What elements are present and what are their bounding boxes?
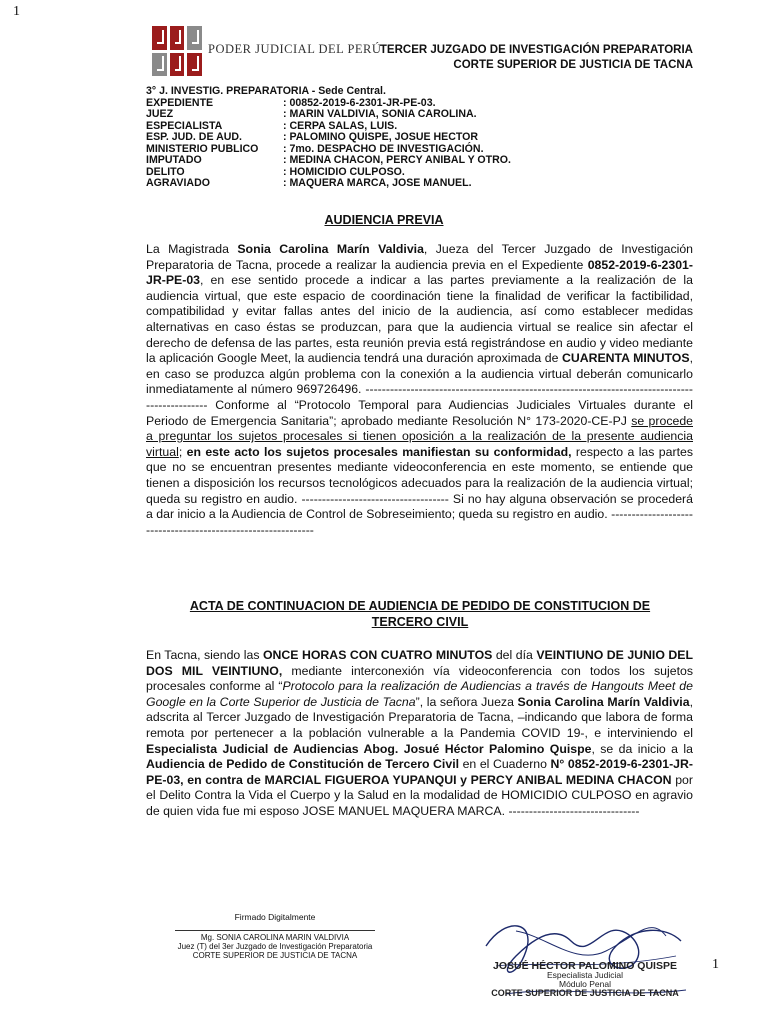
stamp-module: Módulo Penal bbox=[559, 979, 611, 989]
judge-signature-block bbox=[150, 913, 400, 960]
case-key: ESP. JUD. DE AUD. bbox=[146, 131, 242, 143]
stamp-role: Especialista Judicial bbox=[546, 970, 624, 980]
page-number-bottom: 1 bbox=[712, 957, 719, 972]
case-row bbox=[146, 109, 511, 121]
paragraph-audiencia-previa bbox=[146, 242, 693, 538]
text-run: ; bbox=[178, 444, 187, 459]
underlined-text: se procede a preguntar los sujetos procesales si tienen oposición a la realización de la presente audiencia virtual bbox=[146, 413, 693, 459]
judge-name: Sonia Carolina Marín Valdivia bbox=[517, 694, 690, 709]
court-header-line2: CORTE SUPERIOR DE JUSTICIA DE TACNA bbox=[453, 59, 693, 71]
case-value: : HOMICIDIO CULPOSO. bbox=[283, 165, 405, 178]
signer-role: Juez (T) del 3er Juzgado de Investigación Preparatoria bbox=[177, 942, 373, 951]
case-value: : PALOMINO QUISPE, JOSUE HECTOR bbox=[283, 131, 479, 143]
signer-name: Mg. SONIA CAROLINA MARIN VALDIVIA bbox=[200, 933, 350, 942]
text-run: , en caso se produzca algún problema con la conexión a la audiencia virtual deberán comunicarlo inmediatamente al número 969726496. ----------------------------------------------------------------------------------------------- bbox=[146, 351, 693, 412]
stamp-name: JOSUÉ HÉCTOR PALOMINO QUISPE bbox=[493, 960, 677, 972]
case-key: JUEZ bbox=[146, 108, 174, 120]
case-value: : 7mo. DESPACHO DE INVESTIGACIÓN. bbox=[283, 142, 484, 155]
text-run: Conforme al “Protocolo Temporal para Audiencias Judiciales Virtuales durante el Periodo de Emergencia Sanitaria”; aprobado mediante Resolución N° 173-2020-CE-PJ bbox=[146, 397, 693, 428]
page-number-top: 1 bbox=[13, 4, 20, 19]
specialist-signature-stamp bbox=[476, 906, 696, 1006]
paragraph-acta bbox=[146, 648, 693, 820]
stamp-court: CORTE SUPERIOR DE JUSTICIA DE TACNA bbox=[491, 988, 679, 998]
court-header-line1: TERCER JUZGADO DE INVESTIGACIÓN PREPARATORIA bbox=[379, 44, 693, 56]
signer-court: CORTE SUPERIOR DE JUSTICIA DE TACNA bbox=[192, 951, 358, 960]
case-row bbox=[146, 178, 511, 190]
case-value: : MAQUERA MARCA, JOSE MANUEL. bbox=[283, 177, 472, 189]
case-row bbox=[146, 155, 511, 167]
text-run: , se da inicio a la bbox=[591, 741, 693, 756]
case-value: : CERPA SALAS, LUIS. bbox=[283, 119, 398, 132]
court-header bbox=[380, 43, 693, 73]
case-key: AGRAVIADO bbox=[146, 177, 210, 189]
bold-text: VEINTIUNO DE JUNIO DEL DOS MIL VEINTIUNO, bbox=[146, 648, 693, 678]
bold-text: Audiencia de Pedido de Constitución de Tercero Civil bbox=[146, 757, 460, 772]
case-key: MINISTERIO PUBLICO bbox=[146, 142, 259, 155]
text-run: del día bbox=[492, 648, 537, 662]
signature-line bbox=[175, 930, 375, 931]
text-run: La Magistrada bbox=[146, 242, 238, 256]
text-run: mediante interconexión vía videoconferencia con todos los sujetos procesales conforme al “ bbox=[146, 663, 693, 694]
case-key: DELITO bbox=[146, 165, 185, 178]
text-run: respecto a las partes que no se encuentran presentes mediante videoconferencia en este momento, se entiende que tienen a disposición los recursos tecnológicos adecuados para la realización de la audiencia virtual; queda su registro en audio. ------------------------------------ Si no hay alguna observación se procederá a dar inicio a la Audiencia de Control de Sobreseimiento; queda su registro en audio. ------------------------------------------------------------- bbox=[146, 444, 693, 537]
section-title-acta: ACTA DE CONTINUACION DE AUDIENCIA DE PEDIDO DE CONSTITUCION DE TERCERO CIVIL bbox=[189, 599, 651, 629]
judge-name: Sonia Carolina Marín Valdivia bbox=[237, 242, 424, 256]
case-key: IMPUTADO bbox=[146, 154, 202, 166]
case-value: : MEDINA CHACON, PERCY ANIBAL Y OTRO. bbox=[283, 154, 511, 166]
text-run: en el Cuaderno bbox=[459, 757, 551, 772]
logo-emblem-icon bbox=[152, 26, 202, 76]
text-run: , Jueza del Tercer Juzgado de Investigación Preparatoria de Tacna, procede a realizar la audiencia previa en el Expediente bbox=[146, 242, 693, 272]
bold-text: Especialista Judicial de Audiencias Abog. Josué Héctor Palomino Quispe bbox=[146, 741, 592, 756]
section-title-audiencia-previa: AUDIENCIA PREVIA bbox=[324, 213, 444, 227]
digital-signature-label: Firmado Digitalmente bbox=[234, 912, 316, 922]
text-run: En Tacna, siendo las bbox=[146, 648, 263, 662]
bold-text: ONCE HORAS CON CUATRO MINUTOS bbox=[262, 648, 493, 662]
judiciary-logo bbox=[152, 26, 382, 78]
text-run: ”, la señora Jueza bbox=[415, 694, 518, 709]
case-info-block bbox=[146, 86, 511, 190]
case-court-line: 3° J. INVESTIG. PREPARATORIA - Sede Central. bbox=[146, 85, 386, 97]
stamp-text bbox=[490, 962, 680, 998]
bold-text: N° 0852-2019-6-2301-JR-PE-03, en contra de MARCIAL FIGUEROA YUPANQUI y PERCY ANIBAL MEDINA CHACON bbox=[146, 757, 693, 787]
logo-text: PODER JUDICIAL DEL PERÚ bbox=[208, 42, 382, 56]
text-run: , en ese sentido procede a indicar a las partes previamente a la realización de la audiencia virtual, que este espacio de coordinación tiene la finalidad de verificar la factibilidad, compatibilidad y evitar fallas antes del inicio de la audiencia, así como establecer medidas alternativas en caso éstas se produzcan, para que la audiencia virtual se realice sin afectar el derecho de defensa de las partes, esta reunión previa está registrándose en audio y video mediante la aplicación Google Meet, la audiencia tendrá una duración aproximada de bbox=[146, 273, 693, 366]
bold-text: en este acto los sujetos procesales manifiestan su conformidad, bbox=[186, 444, 572, 459]
case-row bbox=[146, 132, 511, 144]
duration: CUARENTA MINUTOS bbox=[561, 351, 690, 366]
text-run: por el Delito Contra la Vida el Cuerpo y la Salud en la modalidad de HOMICIDIO CULPOSO en agravio de quien vida fue mi esposo JOSE MANUEL MAQUERA MARCA. -------------------------------- bbox=[146, 772, 693, 818]
case-value: : 00852-2019-6-2301-JR-PE-03. bbox=[283, 96, 436, 109]
case-number: 0852-2019-6-2301-JR-PE-03 bbox=[146, 257, 693, 288]
case-key: EXPEDIENTE bbox=[146, 96, 214, 109]
case-key: ESPECIALISTA bbox=[146, 119, 223, 132]
italic-text: Protocolo para la realización de Audiencias a través de Hangouts Meet de Google en la Corte Superior de Justicia de Tacna bbox=[146, 679, 693, 709]
case-value: : MARIN VALDIVIA, SONIA CAROLINA. bbox=[283, 108, 477, 120]
text-run: , adscrita al Tercer Juzgado de Investigación Preparatoria de Tacna, –indicando que labora de forma remota por pertenecer a la población vulnerable a la Pandemia COVID 19-, e interviniendo el bbox=[146, 694, 693, 740]
